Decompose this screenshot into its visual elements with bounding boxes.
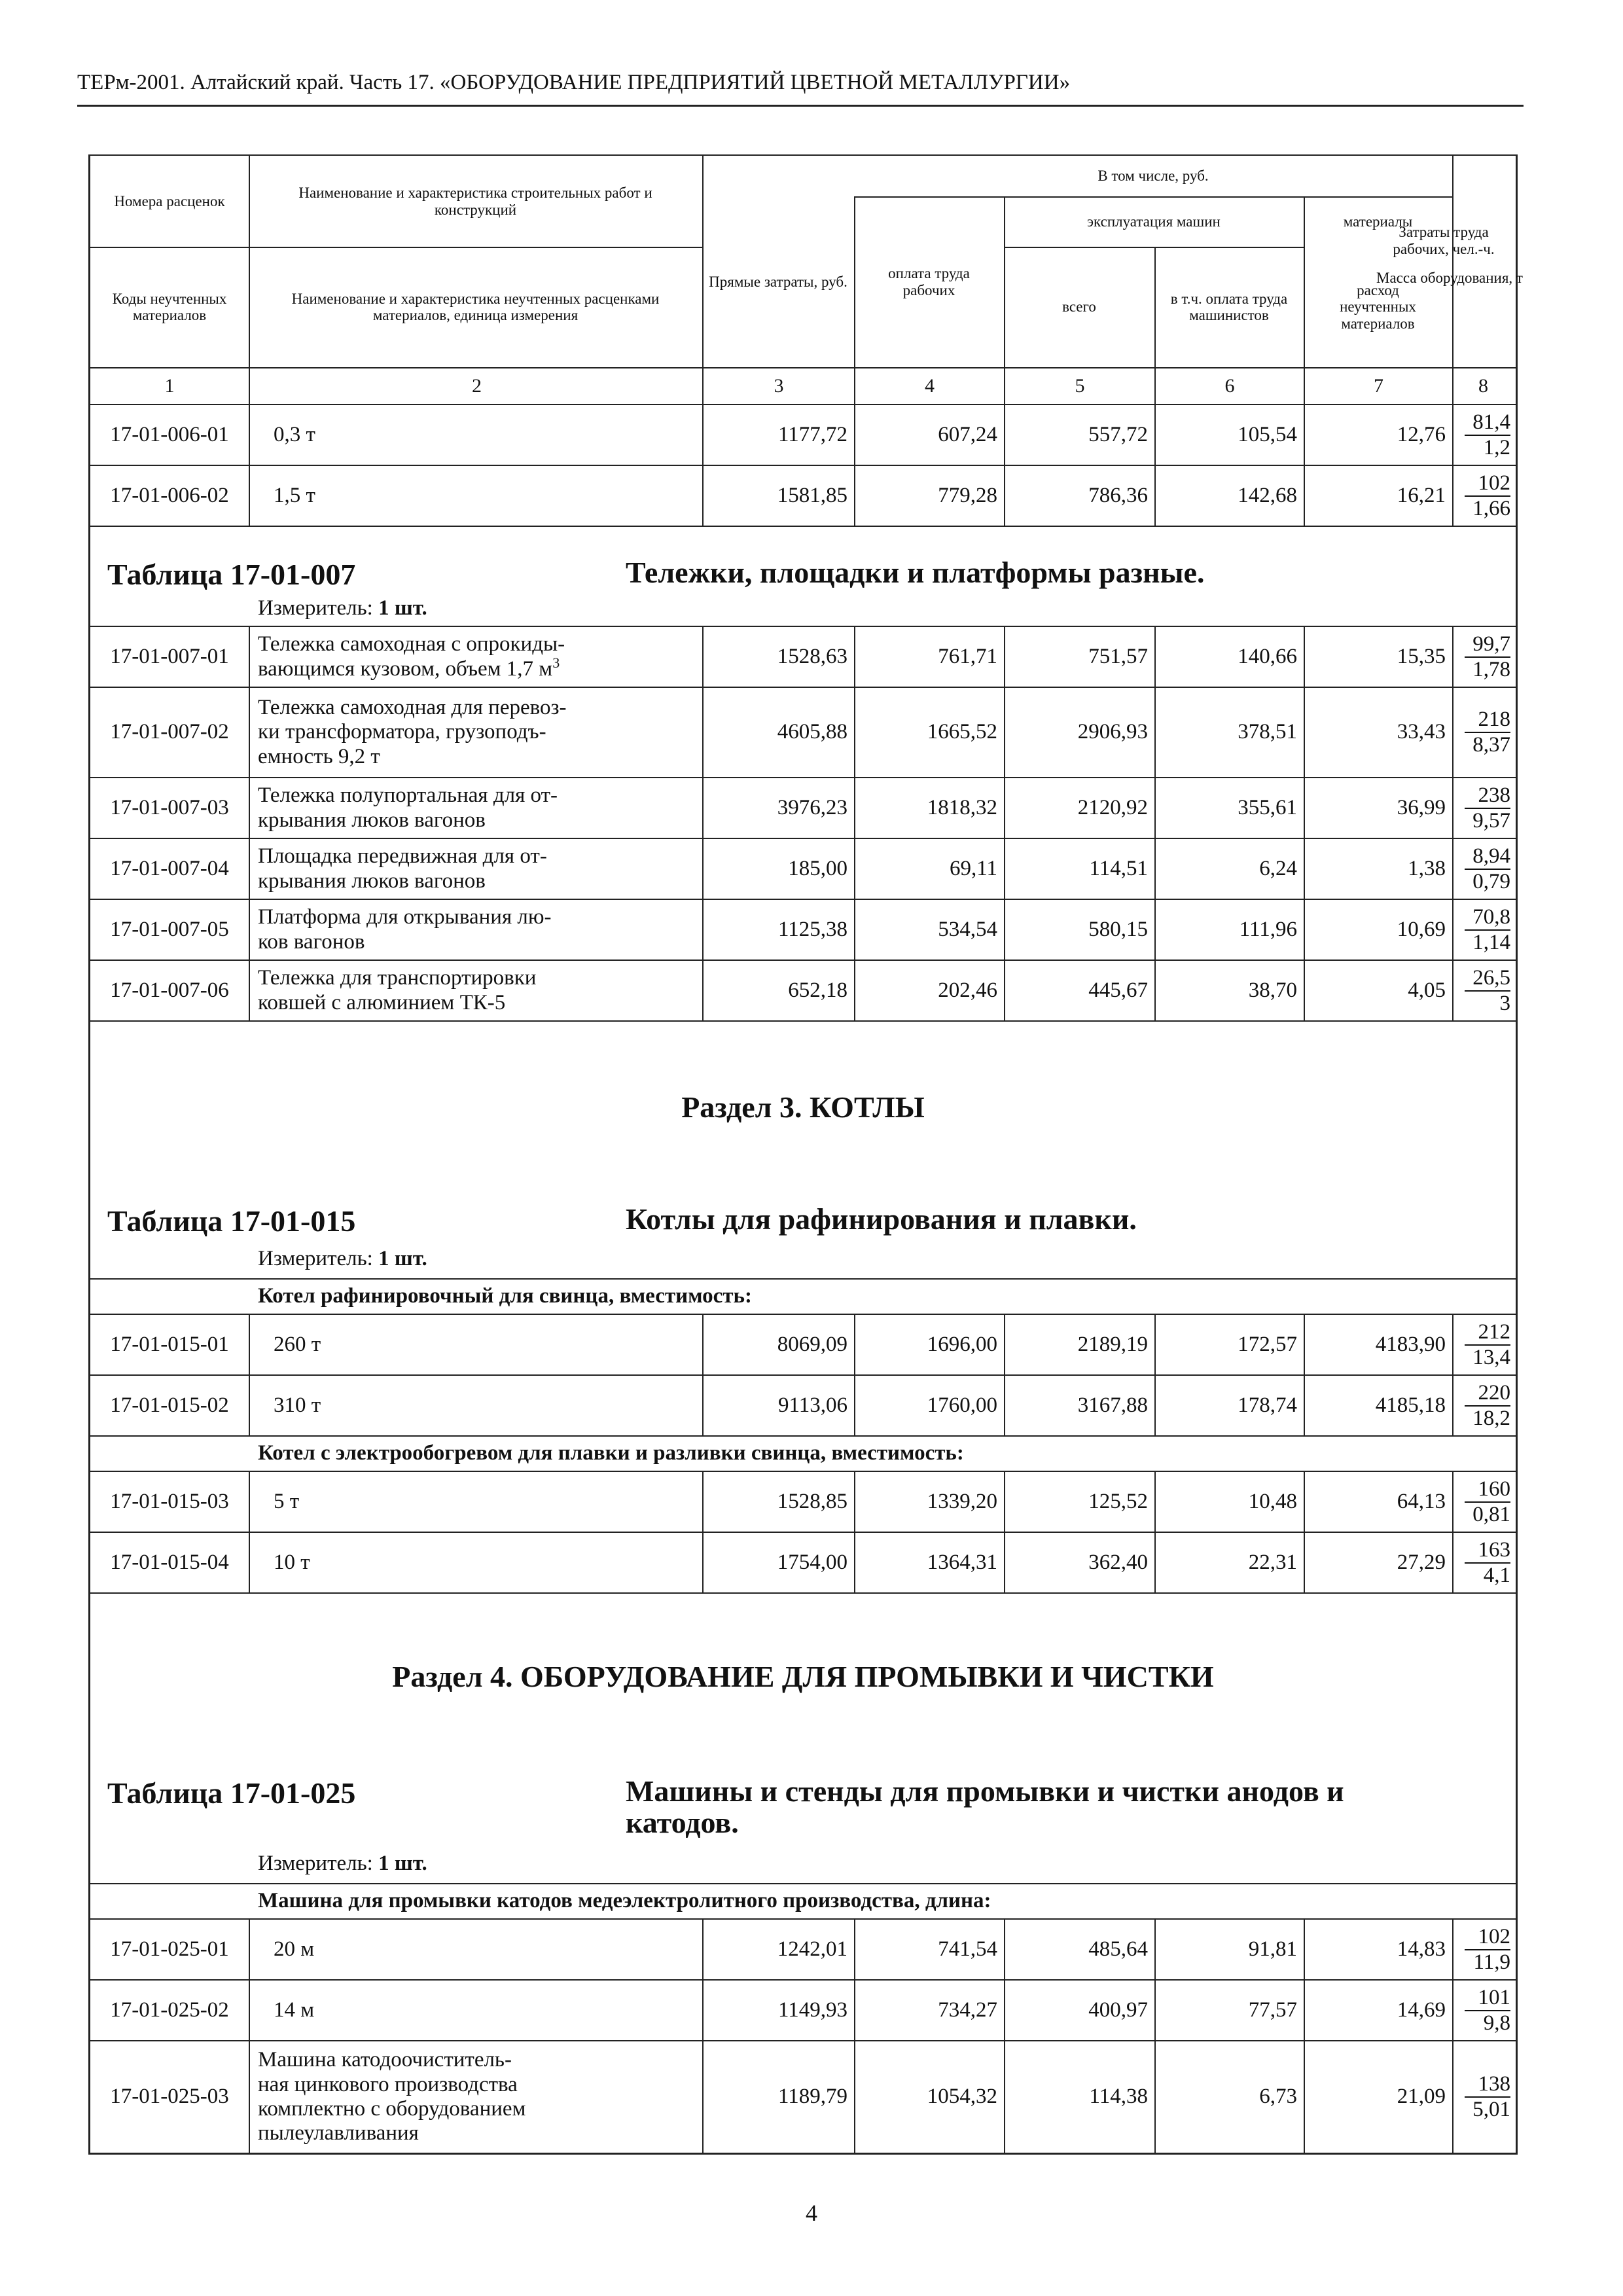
table-row xyxy=(90,688,1516,778)
materials-cost: 15,35 xyxy=(1304,627,1452,687)
header-rate-numbers: Номера расценок xyxy=(114,192,225,209)
work-name-line: Платформа для открывания лю- xyxy=(258,905,552,929)
labor-hours: 102 xyxy=(1478,1924,1510,1948)
machine-total: 362,40 xyxy=(1004,1533,1154,1592)
labor-hours: 101 xyxy=(1478,1985,1510,2009)
labor-pay: 534,54 xyxy=(854,900,1004,960)
equipment-mass: 8,37 xyxy=(1465,732,1510,756)
group-title: Машина для промывки катодов медеэлектролитного производства, длина: xyxy=(258,1889,991,1913)
table-title-007 xyxy=(90,527,1516,627)
rate-code: 17-01-015-01 xyxy=(110,1332,229,1356)
table-row xyxy=(90,900,1516,961)
table-title xyxy=(626,1776,1489,1839)
direct-cost: 1754,00 xyxy=(702,1533,854,1592)
machine-total: 751,57 xyxy=(1004,627,1154,687)
labor-pay: 607,24 xyxy=(854,405,1004,465)
labor-mass-fraction xyxy=(1452,778,1516,838)
labor-mass-fraction xyxy=(1452,466,1516,526)
machine-total: 114,51 xyxy=(1004,839,1154,899)
direct-cost: 652,18 xyxy=(702,961,854,1020)
header-including: В том числе, руб. xyxy=(1097,168,1209,185)
labor-pay: 1760,00 xyxy=(854,1376,1004,1435)
table-row xyxy=(90,1920,1516,1981)
labor-mass-fraction xyxy=(1452,839,1516,899)
direct-cost: 1177,72 xyxy=(702,405,854,465)
work-name xyxy=(249,778,702,838)
measure xyxy=(258,1852,427,1876)
rate-code: 17-01-007-03 xyxy=(110,795,229,819)
header-equipment-mass-text: Масса оборудования, т xyxy=(1376,270,1523,287)
table-row xyxy=(90,1376,1516,1437)
materials-cost: 21,09 xyxy=(1304,2041,1452,2153)
labor-hours: 81,4 xyxy=(1472,410,1510,434)
work-name-line: ковшей с алюминием ТК-5 xyxy=(258,990,506,1014)
work-name-line: ная цинкового производства xyxy=(258,2072,518,2096)
equipment-mass: 3 xyxy=(1465,990,1510,1014)
header-total: всего xyxy=(1062,298,1096,315)
work-name-line: крывания люков вагонов xyxy=(258,869,486,893)
table-row xyxy=(90,961,1516,1022)
machine-total: 125,52 xyxy=(1004,1472,1154,1532)
operators-pay: 38,70 xyxy=(1154,961,1304,1020)
labor-hours: 220 xyxy=(1478,1380,1510,1405)
operators-pay: 77,57 xyxy=(1154,1981,1304,2040)
rate-code: 17-01-007-04 xyxy=(110,856,229,880)
machine-total: 485,64 xyxy=(1004,1920,1154,1979)
operators-pay: 111,96 xyxy=(1154,900,1304,960)
work-name-line: крывания люков вагонов xyxy=(258,808,486,832)
work-name-line: Площадка передвижная для от- xyxy=(258,844,547,869)
table-row xyxy=(90,1533,1516,1594)
materials-cost: 33,43 xyxy=(1304,688,1452,777)
work-name: 0,3 т xyxy=(249,405,702,465)
work-name xyxy=(249,688,702,777)
table-code: Таблица 17-01-007 xyxy=(107,558,356,591)
operators-pay: 178,74 xyxy=(1154,1376,1304,1435)
machine-total: 445,67 xyxy=(1004,961,1154,1020)
equipment-mass: 0,79 xyxy=(1465,869,1510,893)
table-row xyxy=(90,2041,1516,2153)
equipment-mass: 1,78 xyxy=(1465,656,1510,681)
direct-cost: 1242,01 xyxy=(702,1920,854,1979)
direct-cost: 1528,63 xyxy=(702,627,854,687)
work-name-line: Тележка полупортальная для от- xyxy=(258,783,558,808)
labor-hours: 138 xyxy=(1478,2072,1510,2096)
measure-value: 1 шт. xyxy=(378,596,427,620)
rate-code: 17-01-025-02 xyxy=(110,1998,229,2022)
labor-mass-fraction xyxy=(1452,1472,1516,1532)
rate-code: 17-01-006-01 xyxy=(110,422,229,446)
equipment-mass: 9,8 xyxy=(1465,2010,1510,2034)
work-name-line: комплектно с оборудованием xyxy=(258,2097,526,2121)
group-row xyxy=(90,1280,1516,1315)
direct-cost: 8069,09 xyxy=(702,1315,854,1374)
labor-mass-fraction xyxy=(1452,900,1516,960)
labor-mass-fraction xyxy=(1452,2041,1516,2153)
col-num: 2 xyxy=(249,368,702,404)
materials-cost: 64,13 xyxy=(1304,1472,1452,1532)
equipment-mass: 13,4 xyxy=(1465,1344,1510,1369)
table-title: Котлы для рафинирования и плавки. xyxy=(626,1202,1137,1236)
materials-cost: 4183,90 xyxy=(1304,1315,1452,1374)
rate-code: 17-01-015-04 xyxy=(110,1550,229,1574)
work-name xyxy=(249,900,702,960)
materials-cost: 16,21 xyxy=(1304,466,1452,526)
labor-hours: 102 xyxy=(1478,471,1510,495)
rate-code: 17-01-007-06 xyxy=(110,978,229,1002)
work-name-line: ки трансформатора, грузоподъ- xyxy=(258,720,546,744)
labor-pay: 1818,32 xyxy=(854,778,1004,838)
rate-code: 17-01-007-01 xyxy=(110,644,229,668)
direct-cost: 9113,06 xyxy=(702,1376,854,1435)
work-name: 260 т xyxy=(249,1315,702,1374)
direct-cost: 185,00 xyxy=(702,839,854,899)
equipment-mass: 0,81 xyxy=(1465,1501,1510,1526)
materials-cost: 1,38 xyxy=(1304,839,1452,899)
materials-cost: 4185,18 xyxy=(1304,1376,1452,1435)
measure-label: Измеритель: xyxy=(258,1247,373,1270)
group-row xyxy=(90,1437,1516,1472)
measure-label: Измеритель: xyxy=(258,1852,373,1875)
equipment-mass: 18,2 xyxy=(1465,1405,1510,1429)
work-name xyxy=(249,961,702,1020)
work-name-line: вающимся кузовом, объем 1,7 м xyxy=(258,656,553,681)
labor-mass-fraction xyxy=(1452,961,1516,1020)
operators-pay: 91,81 xyxy=(1154,1920,1304,1979)
work-name-line: пылеулавливания xyxy=(258,2121,419,2145)
price-table xyxy=(88,154,1518,2155)
table-code: Таблица 17-01-025 xyxy=(107,1776,356,1810)
machine-total: 786,36 xyxy=(1004,466,1154,526)
equipment-mass: 5,01 xyxy=(1465,2096,1510,2121)
labor-hours: 26,5 xyxy=(1472,965,1510,990)
machine-total: 2906,93 xyxy=(1004,688,1154,777)
table-row xyxy=(90,1981,1516,2041)
direct-cost: 3976,23 xyxy=(702,778,854,838)
table-row xyxy=(90,778,1516,839)
col-num: 7 xyxy=(1304,368,1452,404)
col-num: 5 xyxy=(1004,368,1154,404)
machine-total: 2120,92 xyxy=(1004,778,1154,838)
labor-pay: 1696,00 xyxy=(854,1315,1004,1374)
direct-cost: 1581,85 xyxy=(702,466,854,526)
machine-total: 114,38 xyxy=(1004,2041,1154,2153)
labor-pay: 69,11 xyxy=(854,839,1004,899)
labor-mass-fraction xyxy=(1452,1315,1516,1374)
work-name-line: Тележка самоходная с опрокиды- xyxy=(258,632,565,656)
group-title: Котел рафинировочный для свинца, вместимость: xyxy=(258,1284,752,1308)
work-name-line: Машина катодоочиститель- xyxy=(258,2048,512,2072)
labor-hours: 8,94 xyxy=(1472,844,1510,868)
labor-pay: 1665,52 xyxy=(854,688,1004,777)
labor-pay: 202,46 xyxy=(854,961,1004,1020)
work-name xyxy=(249,2041,702,2153)
operators-pay: 140,66 xyxy=(1154,627,1304,687)
rate-code: 17-01-007-05 xyxy=(110,917,229,941)
machine-total: 557,72 xyxy=(1004,405,1154,465)
measure-value: 1 шт. xyxy=(378,1247,427,1270)
labor-hours: 99,7 xyxy=(1472,632,1510,656)
table-code: Таблица 17-01-015 xyxy=(107,1204,356,1238)
labor-pay: 741,54 xyxy=(854,1920,1004,1979)
measure-label: Измеритель: xyxy=(258,596,373,620)
labor-pay: 761,71 xyxy=(854,627,1004,687)
work-name: 10 т xyxy=(249,1533,702,1592)
work-name-line: Тележка для транспортировки xyxy=(258,966,537,990)
direct-cost: 1189,79 xyxy=(702,2041,854,2153)
header-labor-costs-text: Затраты труда рабочих, чел.-ч. xyxy=(1393,224,1495,257)
operators-pay: 22,31 xyxy=(1154,1533,1304,1592)
section-title: Раздел 4. ОБОРУДОВАНИЕ ДЛЯ ПРОМЫВКИ И ЧИСТКИ xyxy=(392,1660,1214,1693)
rate-code: 17-01-006-02 xyxy=(110,483,229,507)
machine-total: 400,97 xyxy=(1004,1981,1154,2040)
labor-pay: 1339,20 xyxy=(854,1472,1004,1532)
header-rule xyxy=(77,105,1524,107)
machine-total: 2189,19 xyxy=(1004,1315,1154,1374)
header-unaccounted-materials: расход неучтенных материалов xyxy=(1340,282,1416,332)
operators-pay: 355,61 xyxy=(1154,778,1304,838)
materials-cost: 14,83 xyxy=(1304,1920,1452,1979)
col-num: 4 xyxy=(854,368,1004,404)
operators-pay: 172,57 xyxy=(1154,1315,1304,1374)
labor-hours: 218 xyxy=(1478,708,1510,731)
direct-cost: 4605,88 xyxy=(702,688,854,777)
group-row xyxy=(90,1884,1516,1920)
work-name-line: Тележка самоходная для перевоз- xyxy=(258,696,567,720)
materials-cost: 12,76 xyxy=(1304,405,1452,465)
work-name-line: емность 9,2 т xyxy=(258,744,380,768)
equipment-mass: 9,57 xyxy=(1465,808,1510,832)
col-num: 1 xyxy=(164,375,175,397)
rate-code: 17-01-007-02 xyxy=(110,720,229,744)
direct-cost: 1528,85 xyxy=(702,1472,854,1532)
header-material-names: Наименование и характеристика неучтенных расценками материалов, единица измерения xyxy=(291,290,660,323)
direct-cost: 1125,38 xyxy=(702,900,854,960)
labor-pay: 1054,32 xyxy=(854,2041,1004,2153)
labor-mass-fraction xyxy=(1452,1981,1516,2040)
materials-cost: 14,69 xyxy=(1304,1981,1452,2040)
work-name xyxy=(249,627,702,687)
direct-cost: 1149,93 xyxy=(702,1981,854,2040)
header-incl-operators: в т.ч. оплата труда машинистов xyxy=(1170,290,1288,323)
measure xyxy=(258,596,427,620)
labor-mass-fraction xyxy=(1452,688,1516,777)
header-labor-pay: оплата труда рабочих xyxy=(888,265,970,298)
col-num: 8 xyxy=(1452,368,1516,404)
operators-pay: 378,51 xyxy=(1154,688,1304,777)
page-number: 4 xyxy=(806,2200,817,2226)
rate-code: 17-01-015-03 xyxy=(110,1489,229,1513)
col-num: 3 xyxy=(702,368,854,404)
work-name: 5 т xyxy=(249,1472,702,1532)
equipment-mass: 4,1 xyxy=(1465,1562,1510,1587)
equipment-mass: 11,9 xyxy=(1465,1949,1510,1973)
table-row xyxy=(90,627,1516,688)
table-header xyxy=(90,156,1516,368)
rate-code: 17-01-025-01 xyxy=(110,1937,229,1961)
labor-hours: 163 xyxy=(1478,1537,1510,1562)
work-name: 310 т xyxy=(249,1376,702,1435)
labor-hours: 238 xyxy=(1478,783,1510,807)
header-materials: материалы xyxy=(1343,213,1413,230)
header-material-codes: Коды неучтенных материалов xyxy=(112,290,227,323)
equipment-mass: 1,14 xyxy=(1465,929,1510,954)
equipment-mass: 1,66 xyxy=(1465,495,1510,520)
section-4-block xyxy=(90,1594,1516,1884)
table-title-line: катодов. xyxy=(626,1806,739,1840)
measure-value: 1 шт. xyxy=(378,1852,427,1875)
section-title: Раздел 3. КОТЛЫ xyxy=(681,1090,925,1124)
table-row xyxy=(90,405,1516,466)
running-header: ТЕРм-2001. Алтайский край. Часть 17. «ОБОРУДОВАНИЕ ПРЕДПРИЯТИЙ ЦВЕТНОЙ МЕТАЛЛУРГИИ» xyxy=(77,71,1071,94)
header-machine-operation: эксплуатация машин xyxy=(1087,213,1221,230)
materials-cost: 27,29 xyxy=(1304,1533,1452,1592)
materials-cost: 36,99 xyxy=(1304,778,1452,838)
labor-hours: 212 xyxy=(1478,1319,1510,1344)
labor-mass-fraction xyxy=(1452,627,1516,687)
operators-pay: 6,73 xyxy=(1154,2041,1304,2153)
group-title: Котел с электрообогревом для плавки и разливки свинца, вместимость: xyxy=(258,1441,964,1465)
equipment-mass: 1,2 xyxy=(1465,435,1510,459)
materials-cost: 10,69 xyxy=(1304,900,1452,960)
labor-mass-fraction xyxy=(1452,405,1516,465)
machine-total: 3167,88 xyxy=(1004,1376,1154,1435)
rate-code: 17-01-025-03 xyxy=(110,2085,229,2109)
work-name: 1,5 т xyxy=(249,466,702,526)
table-row xyxy=(90,1472,1516,1533)
table-title-line: Машины и стенды для промывки и чистки анодов и xyxy=(626,1774,1344,1808)
section-3-block xyxy=(90,1022,1516,1280)
operators-pay: 6,24 xyxy=(1154,839,1304,899)
table-row xyxy=(90,839,1516,900)
operators-pay: 10,48 xyxy=(1154,1472,1304,1532)
work-name: 14 м xyxy=(249,1981,702,2040)
operators-pay: 105,54 xyxy=(1154,405,1304,465)
labor-mass-fraction xyxy=(1452,1920,1516,1979)
table-row xyxy=(90,1315,1516,1376)
superscript: 3 xyxy=(552,654,560,671)
col-num: 6 xyxy=(1154,368,1304,404)
labor-pay: 1364,31 xyxy=(854,1533,1004,1592)
work-name-line: ков вагонов xyxy=(258,929,365,954)
table-title: Тележки, площадки и платформы разные. xyxy=(626,556,1205,589)
measure xyxy=(258,1247,427,1271)
work-name xyxy=(249,839,702,899)
materials-cost: 4,05 xyxy=(1304,961,1452,1020)
header-direct-costs: Прямые затраты, руб. xyxy=(709,273,847,290)
column-numbers-row xyxy=(90,368,1516,405)
labor-hours: 160 xyxy=(1478,1477,1510,1501)
labor-mass-fraction xyxy=(1452,1533,1516,1592)
labor-pay: 779,28 xyxy=(854,466,1004,526)
work-name: 20 м xyxy=(249,1920,702,1979)
header-work-name: Наименование и характеристика строительных работ и конструкций xyxy=(298,185,652,218)
labor-mass-fraction xyxy=(1452,1376,1516,1435)
rate-code: 17-01-015-02 xyxy=(110,1393,229,1417)
labor-pay: 734,27 xyxy=(854,1981,1004,2040)
labor-hours: 70,8 xyxy=(1472,905,1510,929)
machine-total: 580,15 xyxy=(1004,900,1154,960)
table-row xyxy=(90,466,1516,527)
operators-pay: 142,68 xyxy=(1154,466,1304,526)
